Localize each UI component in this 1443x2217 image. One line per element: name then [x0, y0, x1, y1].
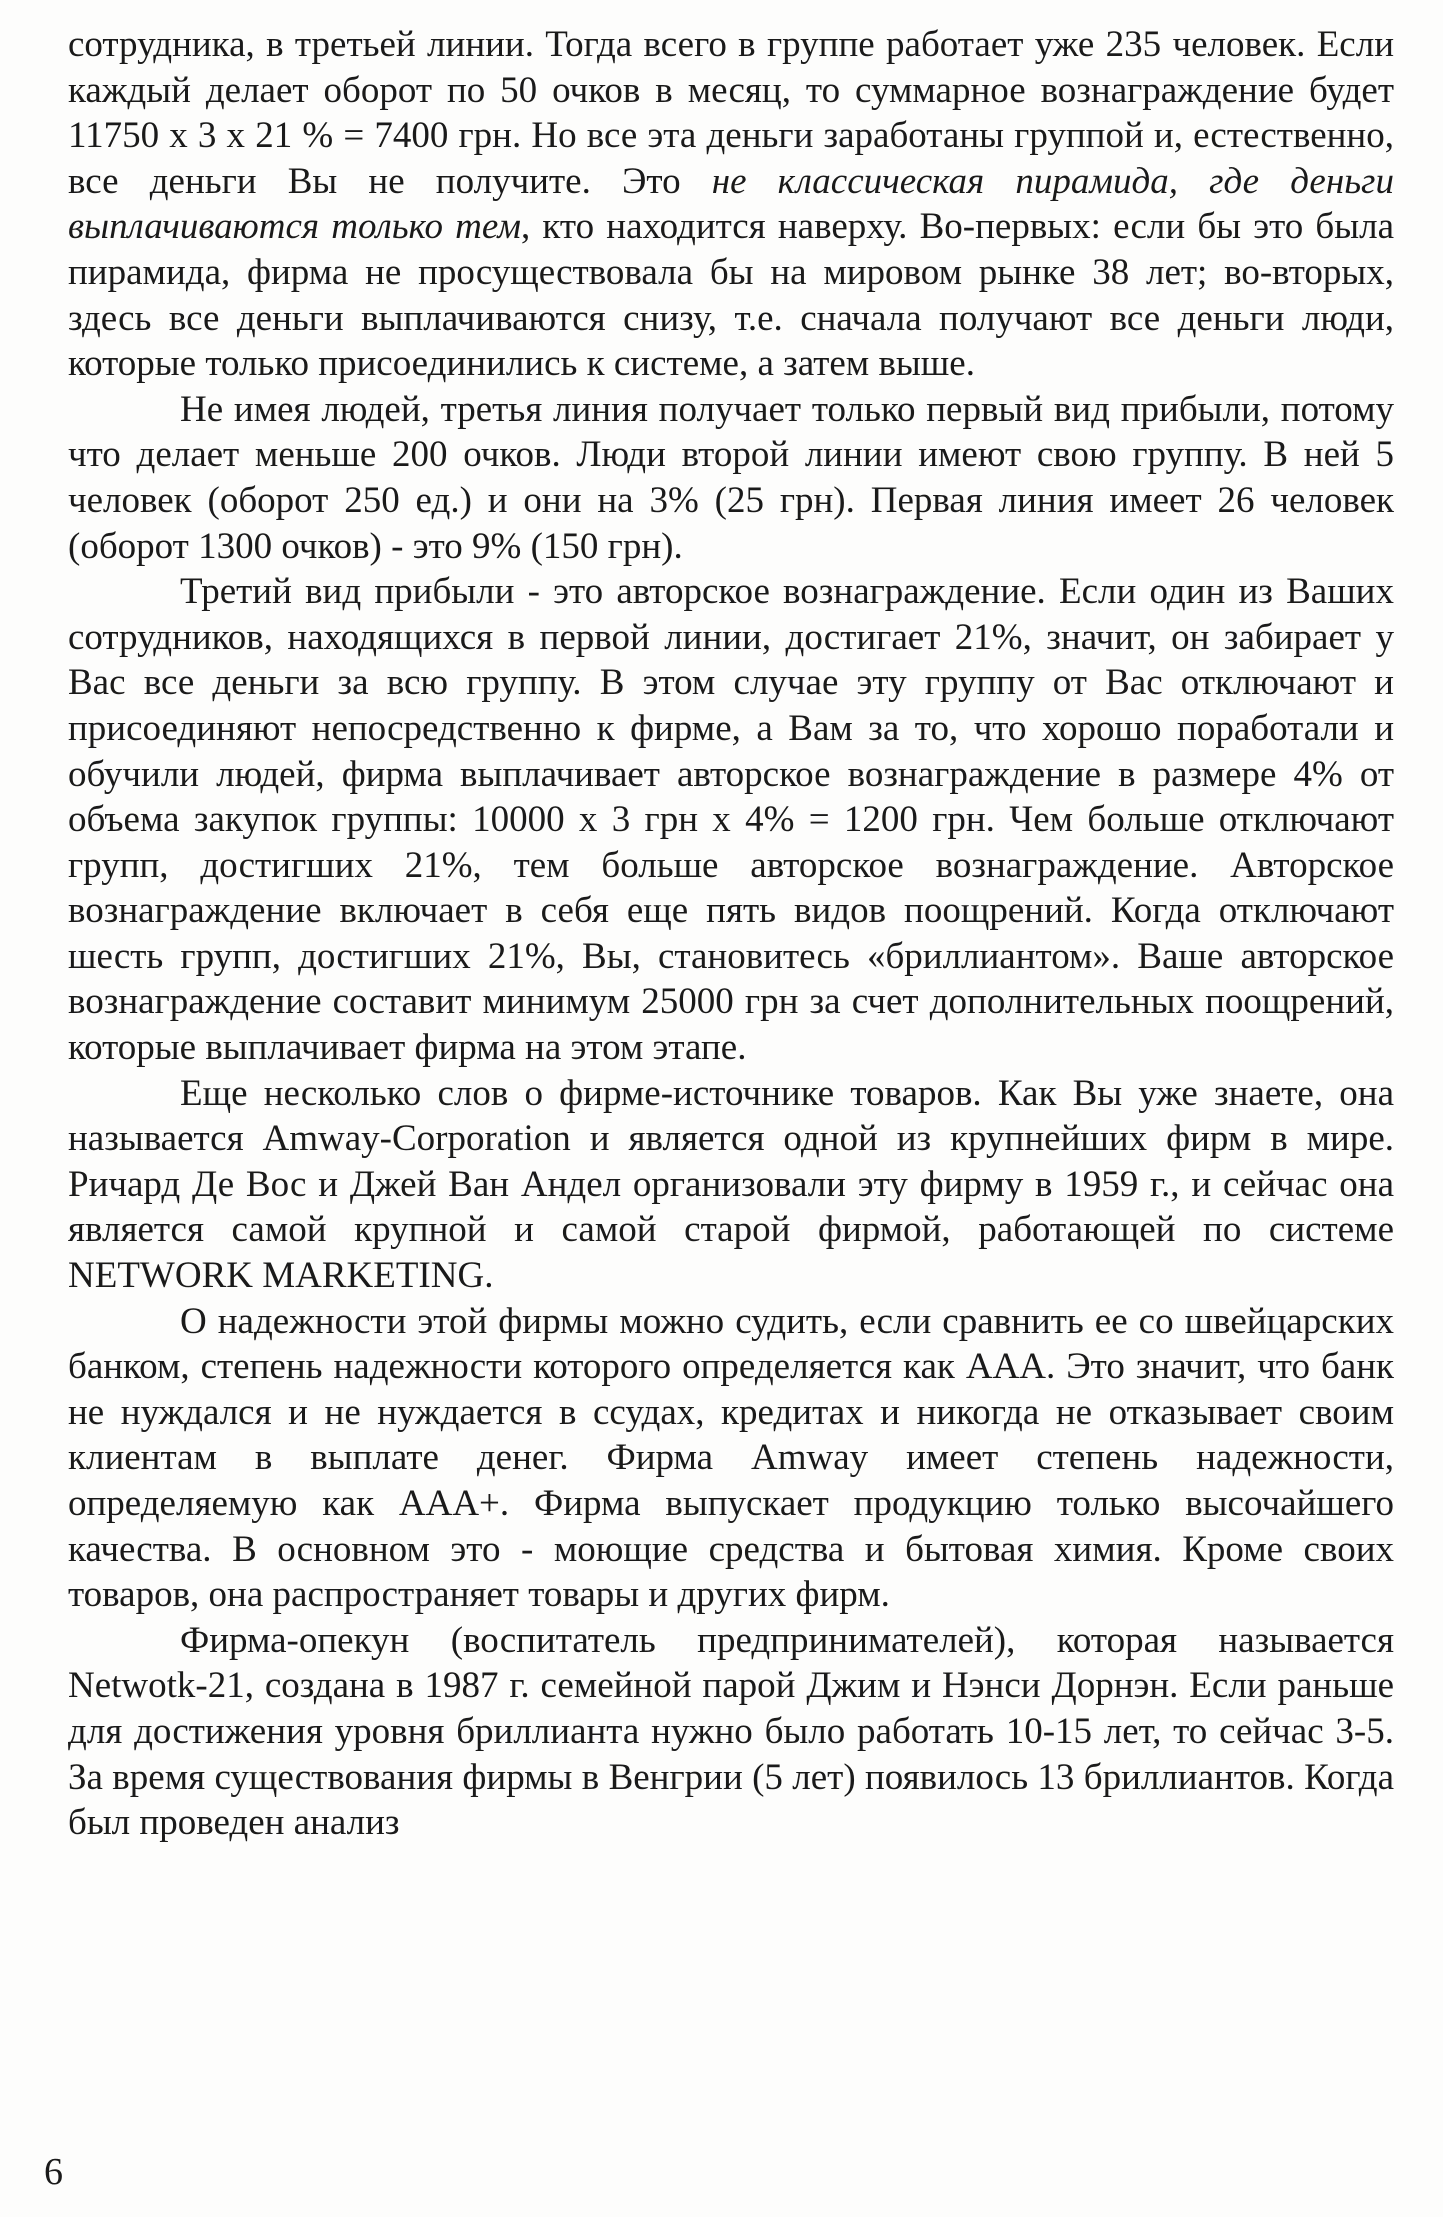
italic-text-run: не классическая пирамида, где деньги выплачиваются только тем: [68, 160, 1394, 248]
paragraph: [68, 1299, 1394, 1618]
text-run: Третий вид прибыли - это авторское вознаграждение. Если один из Ваших сотрудников, находящихся в первой линии, достигает 21%, значит, он забирает у Вас все деньги за всю группу. В этом случае эту группу от Вас отключают и присоединяют непосредственно к фирме, а Вам за то, что хорошо поработали и обучили людей, фирма выплачивает авторское вознаграждение в размере 4% от объема закупок группы: 10000 х 3 грн х 4% = 1200 грн. Чем больше отключают групп, достигших 21%, тем больше авторское вознаграждение. Авторское вознаграждение включает в себя еще пять видов поощрений. Когда отключают шесть групп, достигших 21%, Вы, становитесь «бриллиантом». Ваше авторское вознаграждение составит минимум 25000 грн за счет дополнительных поощрений, которые выплачивает фирма на этом этапе.: [68, 571, 1394, 1069]
paragraph: [68, 1618, 1394, 1846]
text-run: , кто находится наверху. Во-первых: если бы это была пирамида, фирма не просуществовала бы на мировом рынке 38 лет; во-вторых, здесь все деньги выплачиваются снизу, т.е. сначала получают все деньги люди, которые только присоединились к системе, а затем выше.: [68, 206, 1395, 385]
paragraph: [68, 1071, 1394, 1299]
text-run: О надежности этой фирмы можно судить, если сравнить ее со швейцарских банком, степень надежности которого определяется как ААА. Это значит, что банк не нуждался и не нуждается в ссудах, кредитах и никогда не отказывает своим клиентам в выплате денег. Фирма Amway имеет степень надежности, определяемую как ААА+. Фирма выпускает продукцию только высочайшего качества. В основном это - моющие средства и бытовая химия. Кроме своих товаров, она распространяет товары и других фирм.: [68, 1300, 1394, 1616]
paragraph: [68, 387, 1394, 569]
paragraph: [68, 22, 1394, 387]
paragraph: [68, 569, 1394, 1071]
text-run: Еще несколько слов о фирме-источнике товаров. Как Вы уже знаете, она называется Amway-Corporation и является одной из крупнейших фирм в мире. Ричард Де Вос и Джей Ван Андел организовали эту фирму в 1959 г., и сейчас она является самой крупной и самой старой фирмой, работающей по системе NETWORK MARKETING.: [68, 1072, 1394, 1297]
text-run: сотрудника, в третьей линии. Тогда всего в группе работает уже 235 человек. Если каждый делает оборот по 50 очков в месяц, то суммарное вознаграждение будет 11750 х 3 х 21 % = 7400 грн. Но все эта деньги заработаны группой и, естественно, все деньги Вы не получите. Это: [68, 24, 1394, 202]
text-run: Не имея людей, третья линия получает только первый вид прибыли, потому что делает меньше 200 очков. Люди второй линии имеют свою группу. В ней 5 человек (оборот 250 ед.) и они на 3% (25 грн). Первая линия имеет 26 человек (оборот 1300 очков) - это 9% (150 грн).: [68, 388, 1394, 567]
body-text: [68, 22, 1394, 1846]
page-number: 6: [44, 2151, 63, 2193]
text-run: Фирма-опекун (воспитатель предпринимателей), которая называется Netwotk-21, создана в 1987 г. семейной парой Джим и Нэнси Дорнэн. Если раньше для достижения уровня бриллианта нужно было работать 10-15 лет, то сейчас 3-5. За время существования фирмы в Венгрии (5 лет) появилось 13 бриллиантов. Когда был проведен анализ: [68, 1619, 1394, 1844]
